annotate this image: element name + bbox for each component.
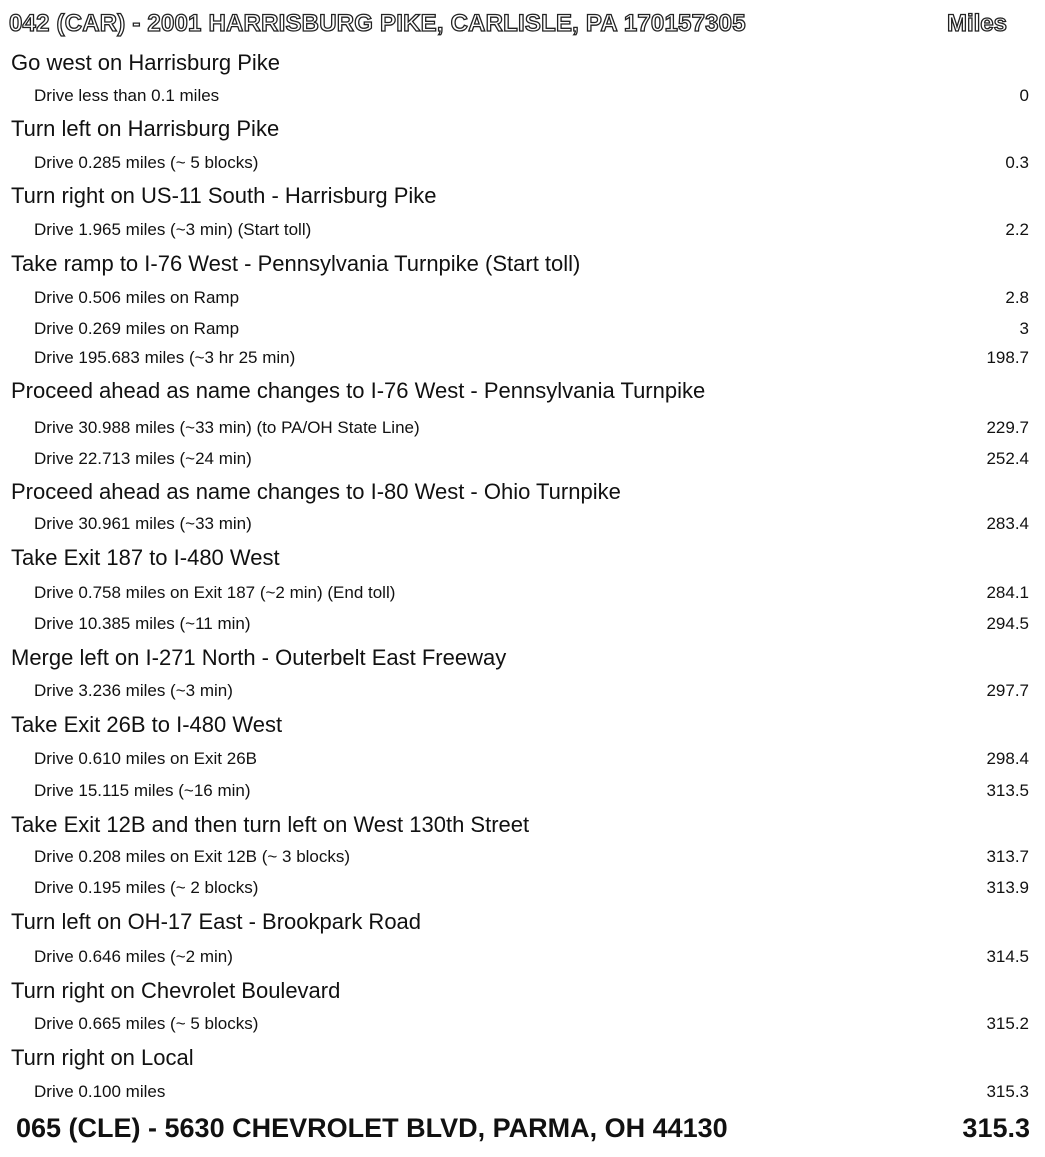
step-instruction: Turn right on Local bbox=[11, 1045, 194, 1070]
cumulative-miles: 297.7 bbox=[986, 681, 1029, 700]
step-instruction: Go west on Harrisburg Pike bbox=[11, 50, 280, 75]
cumulative-miles: 314.5 bbox=[986, 947, 1029, 966]
step-instruction: Turn left on Harrisburg Pike bbox=[11, 116, 280, 141]
step-instruction: Take Exit 187 to I-480 West bbox=[11, 545, 280, 570]
cumulative-miles: 284.1 bbox=[986, 583, 1029, 602]
step-instruction: Merge left on I-271 North - Outerbelt East Freeway bbox=[11, 645, 507, 670]
drive-description: Drive 0.646 miles (~2 min) bbox=[34, 947, 233, 966]
step-instruction: Proceed ahead as name changes to I-76 West - Pennsylvania Turnpike bbox=[11, 378, 706, 403]
drive-description: Drive 0.208 miles on Exit 12B (~ 3 blocks) bbox=[34, 847, 351, 866]
step-instruction: Take Exit 12B and then turn left on West 130th Street bbox=[11, 812, 530, 837]
drive-description: Drive 3.236 miles (~3 min) bbox=[34, 681, 233, 700]
cumulative-miles: 252.4 bbox=[986, 449, 1029, 468]
destination-title: 065 (CLE) - 5630 CHEVROLET BLVD, PARMA, OH 44130 bbox=[16, 1113, 728, 1143]
drive-description: Drive 0.610 miles on Exit 26B bbox=[34, 749, 257, 768]
step-instruction: Turn right on Chevrolet Boulevard bbox=[11, 978, 341, 1003]
origin-title: 042 (CAR) - 2001 HARRISBURG PIKE, CARLISLE, PA 170157305 bbox=[9, 10, 746, 37]
drive-description: Drive 30.961 miles (~33 min) bbox=[34, 514, 252, 533]
cumulative-miles: 294.5 bbox=[986, 614, 1029, 633]
miles-column-header: Miles bbox=[946, 10, 1007, 37]
drive-description: Drive 0.665 miles (~ 5 blocks) bbox=[34, 1014, 259, 1033]
cumulative-miles: 315.2 bbox=[986, 1014, 1029, 1033]
step-instruction: Take ramp to I-76 West - Pennsylvania Turnpike (Start toll) bbox=[11, 251, 581, 276]
drive-description: Drive 0.506 miles on Ramp bbox=[34, 288, 240, 307]
cumulative-miles: 298.4 bbox=[986, 749, 1029, 768]
drive-description: Drive 195.683 miles (~3 hr 25 min) bbox=[34, 348, 296, 367]
drive-description: Drive 0.269 miles on Ramp bbox=[34, 319, 240, 338]
cumulative-miles: 229.7 bbox=[986, 418, 1029, 437]
drive-description: Drive 0.285 miles (~ 5 blocks) bbox=[34, 153, 259, 172]
drive-description: Drive 30.988 miles (~33 min) (to PA/OH State Line) bbox=[34, 418, 420, 437]
step-instruction: Turn left on OH-17 East - Brookpark Road bbox=[11, 909, 422, 934]
cumulative-miles: 283.4 bbox=[986, 514, 1029, 533]
drive-description: Drive 22.713 miles (~24 min) bbox=[34, 449, 252, 468]
cumulative-miles: 313.5 bbox=[986, 781, 1029, 800]
cumulative-miles: 198.7 bbox=[986, 348, 1029, 367]
drive-description: Drive 0.195 miles (~ 2 blocks) bbox=[34, 878, 259, 897]
drive-description: Drive 10.385 miles (~11 min) bbox=[34, 614, 251, 633]
drive-description: Drive 1.965 miles (~3 min) (Start toll) bbox=[34, 220, 312, 239]
total-miles: 315.3 bbox=[962, 1113, 1030, 1143]
step-instruction: Take Exit 26B to I-480 West bbox=[11, 712, 283, 737]
step-instruction: Turn right on US-11 South - Harrisburg Pike bbox=[11, 183, 437, 208]
drive-description: Drive 15.115 miles (~16 min) bbox=[34, 781, 251, 800]
drive-description: Drive 0.100 miles bbox=[34, 1082, 166, 1101]
cumulative-miles: 3 bbox=[1019, 319, 1029, 338]
step-instruction: Proceed ahead as name changes to I-80 West - Ohio Turnpike bbox=[11, 479, 621, 504]
cumulative-miles: 313.9 bbox=[986, 878, 1029, 897]
cumulative-miles: 313.7 bbox=[986, 847, 1029, 866]
cumulative-miles: 0 bbox=[1019, 86, 1029, 105]
cumulative-miles: 0.3 bbox=[1005, 153, 1029, 172]
cumulative-miles: 315.3 bbox=[986, 1082, 1029, 1101]
cumulative-miles: 2.8 bbox=[1005, 288, 1029, 307]
drive-description: Drive less than 0.1 miles bbox=[34, 86, 220, 105]
drive-description: Drive 0.758 miles on Exit 187 (~2 min) (End toll) bbox=[34, 583, 396, 602]
cumulative-miles: 2.2 bbox=[1005, 220, 1029, 239]
